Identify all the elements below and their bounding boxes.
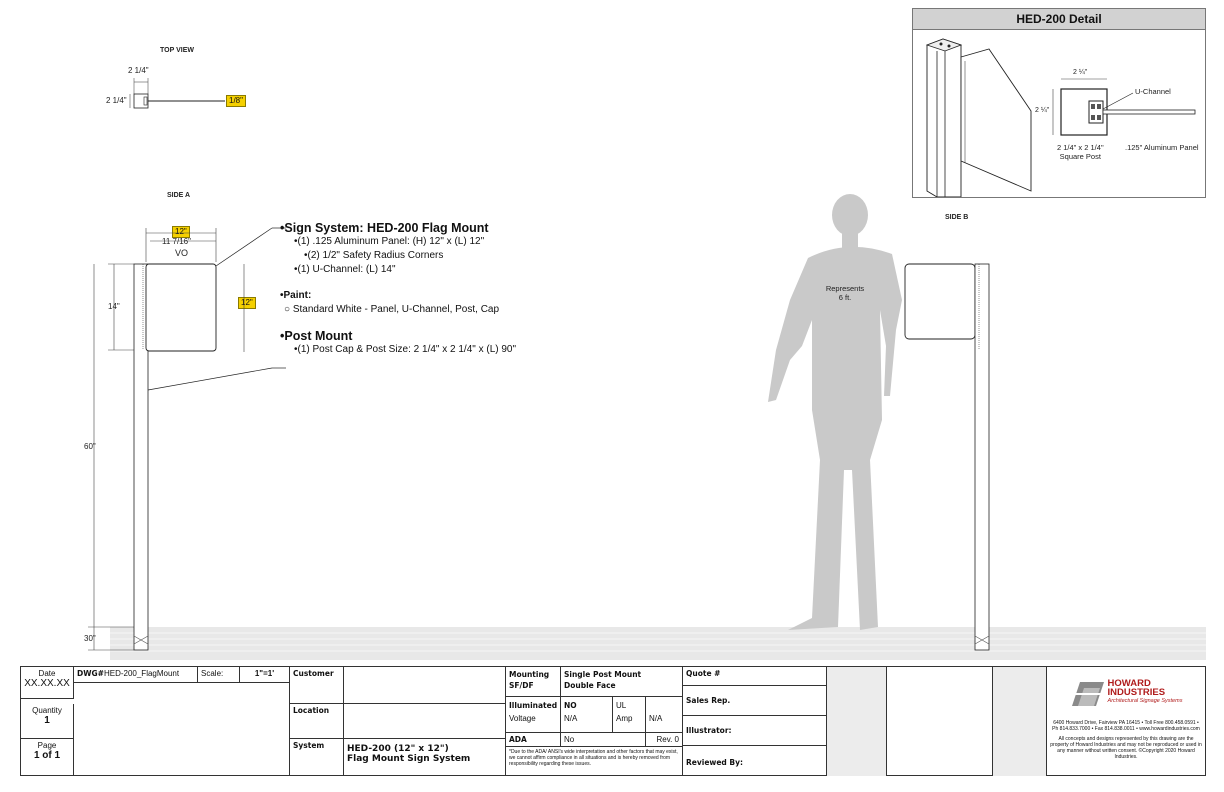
scale-value: 1"=1' [240,667,290,683]
approval-panel [993,667,1047,776]
side-b-title: SIDE B [945,214,969,221]
illustrator-label: Illustrator: [683,716,827,746]
side-a-panel [146,264,216,351]
illuminated-value [561,697,613,733]
person-silhouette [768,194,902,630]
quantity-label: Quantity [32,706,62,715]
represents-label [823,284,867,302]
top-view-width-dim: 2 1/4" [128,66,149,75]
detail-title: HED-200 Detail [913,9,1205,30]
rev-label: Rev. 0 [646,733,683,747]
voltage-value: N/A [564,714,578,723]
post-mount-title: Post Mount [284,329,353,343]
amp-value: N/A [649,714,663,723]
post-mount-heading: •Post Mount [280,329,353,343]
paint-heading: •Paint: [280,290,312,301]
paint-option-label: Standard White - Panel, U-Channel, Post, Cap [292,304,500,315]
detail-box [912,8,1206,198]
system-value [344,739,506,776]
panel-length-dim: 12" [172,226,190,238]
represents-text: Represents [825,284,865,293]
company-address: 6400 Howard Drive, Fairview PA 16415 • Toll Free 800.458.0591 • Ph 814.833.7000 • Fax 814.838.0011 • www.howardindustries.com [1052,720,1200,732]
square-post-label [1057,143,1104,161]
represents-height: 6 ft. [838,293,852,302]
company-tagline: Architectural Signage Systems [1107,698,1183,704]
sign-system-title: Sign System: HED-200 Flag Mount [284,221,489,235]
system-value-line2: Flag Mount Sign System [347,754,471,764]
ada-disclaimer: *Due to the ADA/ ANSI's wide interpretation and other factors that may exist, we cannot affirm compliance in all situations and is hereby removed from responsibility regarding these issues. [506,747,683,776]
dwg-cell [74,667,198,683]
channel-dim: 14" [108,302,120,311]
company-name-1: HOWARD [1107,678,1151,689]
vo-label: VO [175,248,189,258]
side-b-panel [905,264,975,339]
u-channel-label: U-Channel [1135,87,1171,96]
quantity-cell [21,704,74,739]
panel-height-dim: 12" [238,297,256,309]
page-label: Page [37,741,57,750]
date-value: XX.XX.XX [24,678,70,689]
spec-block [280,221,516,357]
company-copyright: All concepts and designs represented by this drawing are the property of Howard Industries and may not be reproduced or used in any manner without written consent. ©Copyright 2020 Howard Industries. [1050,736,1202,760]
detail-drawing [913,31,1205,197]
ul-amp-label [613,697,646,733]
mounting-label-text: Mounting [509,670,550,679]
amp-value-cell [646,697,683,733]
company-block [1047,667,1205,776]
side-b-post [975,264,989,650]
spec-item: •(1) Post Cap & Post Size: 2 1/4" x 2 1/4" x (L) 90" [294,344,517,355]
title-block [20,666,1206,776]
quote-label: Quote # [683,667,827,686]
dwg-value: HED-200_FlagMount [103,669,180,678]
ada-value: No [561,733,646,747]
approval-panel [827,667,887,776]
approval-panel [887,667,993,776]
paint-title: Paint [283,290,308,301]
system-value-line1: HED-200 (12" x 12") [347,744,449,754]
location-label: Location [290,704,344,739]
voltage-label: Voltage [509,714,536,723]
top-view-depth-dim: 2 1/4" [106,96,127,105]
spec-item-channel: (1) U-Channel: (L) 14" [297,264,396,275]
sign-system-heading: •Sign System: HED-200 Flag Mount [280,221,489,235]
spec-item: •(2) 1/2" Safety Radius Corners [304,250,444,261]
aluminum-panel-label: .125" Aluminum Panel [1125,143,1199,152]
spec-item: •(1) U-Channel: (L) 14" [294,264,396,275]
mounting-value [561,667,683,697]
post-height-dim: 60" [84,442,96,451]
mounting-value-text: Single Post Mount [564,670,642,679]
sfdf-value: Double Face [564,681,616,690]
quantity-value: 1 [44,715,50,726]
illuminated-label-text: Illuminated [509,701,558,710]
ul-label: UL [616,701,627,710]
side-a-title: SIDE A [167,192,191,199]
square-post-size: 2 1/4" x 2 1/4" [1057,143,1104,152]
ground-band [110,627,1206,660]
reviewed-label: Reviewed By: [683,746,827,776]
illuminated-label [506,697,561,733]
scale-label: Scale: [198,667,240,683]
amp-label: Amp [616,714,633,723]
detail-height-dim: 2 ¼" [1035,107,1050,114]
square-post-text: Square Post [1059,152,1101,161]
howard-logo-icon [1070,680,1106,706]
company-name-2: INDUSTRIES [1107,687,1166,698]
detail-width-dim: 2 ¼" [1073,69,1088,76]
spec-item-panel: (1) .125 Aluminum Panel: (H) 12" x (L) 12" [297,236,485,247]
date-cell [21,667,74,699]
sfdf-label: SF/DF [509,681,534,690]
burial-dim: 30" [84,634,96,643]
date-label: Date [38,669,56,678]
page-cell [21,739,74,776]
mounting-label [506,667,561,697]
customer-label: Customer [290,667,344,704]
location-value [344,704,506,739]
company-logo [1050,679,1202,706]
spec-item-corners: (2) 1/2" Safety Radius Corners [307,250,444,261]
paint-option [284,303,516,317]
customer-value [344,667,506,704]
top-view-panel-dim: 1/8" [226,95,246,107]
ada-label: ADA [506,733,561,747]
spec-item-post: (1) Post Cap & Post Size: 2 1/4" x 2 1/4" x (L) 90" [297,344,517,355]
visual-opening-dim: 11 7/16" [162,237,191,246]
top-view-title: TOP VIEW [160,47,194,54]
dwg-label: DWG# [77,669,104,678]
page-value: 1 of 1 [33,750,61,761]
spec-item: •(1) .125 Aluminum Panel: (H) 12" x (L) 12" [294,236,485,247]
illuminated-value-text: NO [564,701,577,710]
sales-rep-label: Sales Rep. [683,686,827,716]
notes-area [74,683,290,776]
radio-circle-icon: ○ [284,304,293,315]
system-label: System [290,739,344,776]
